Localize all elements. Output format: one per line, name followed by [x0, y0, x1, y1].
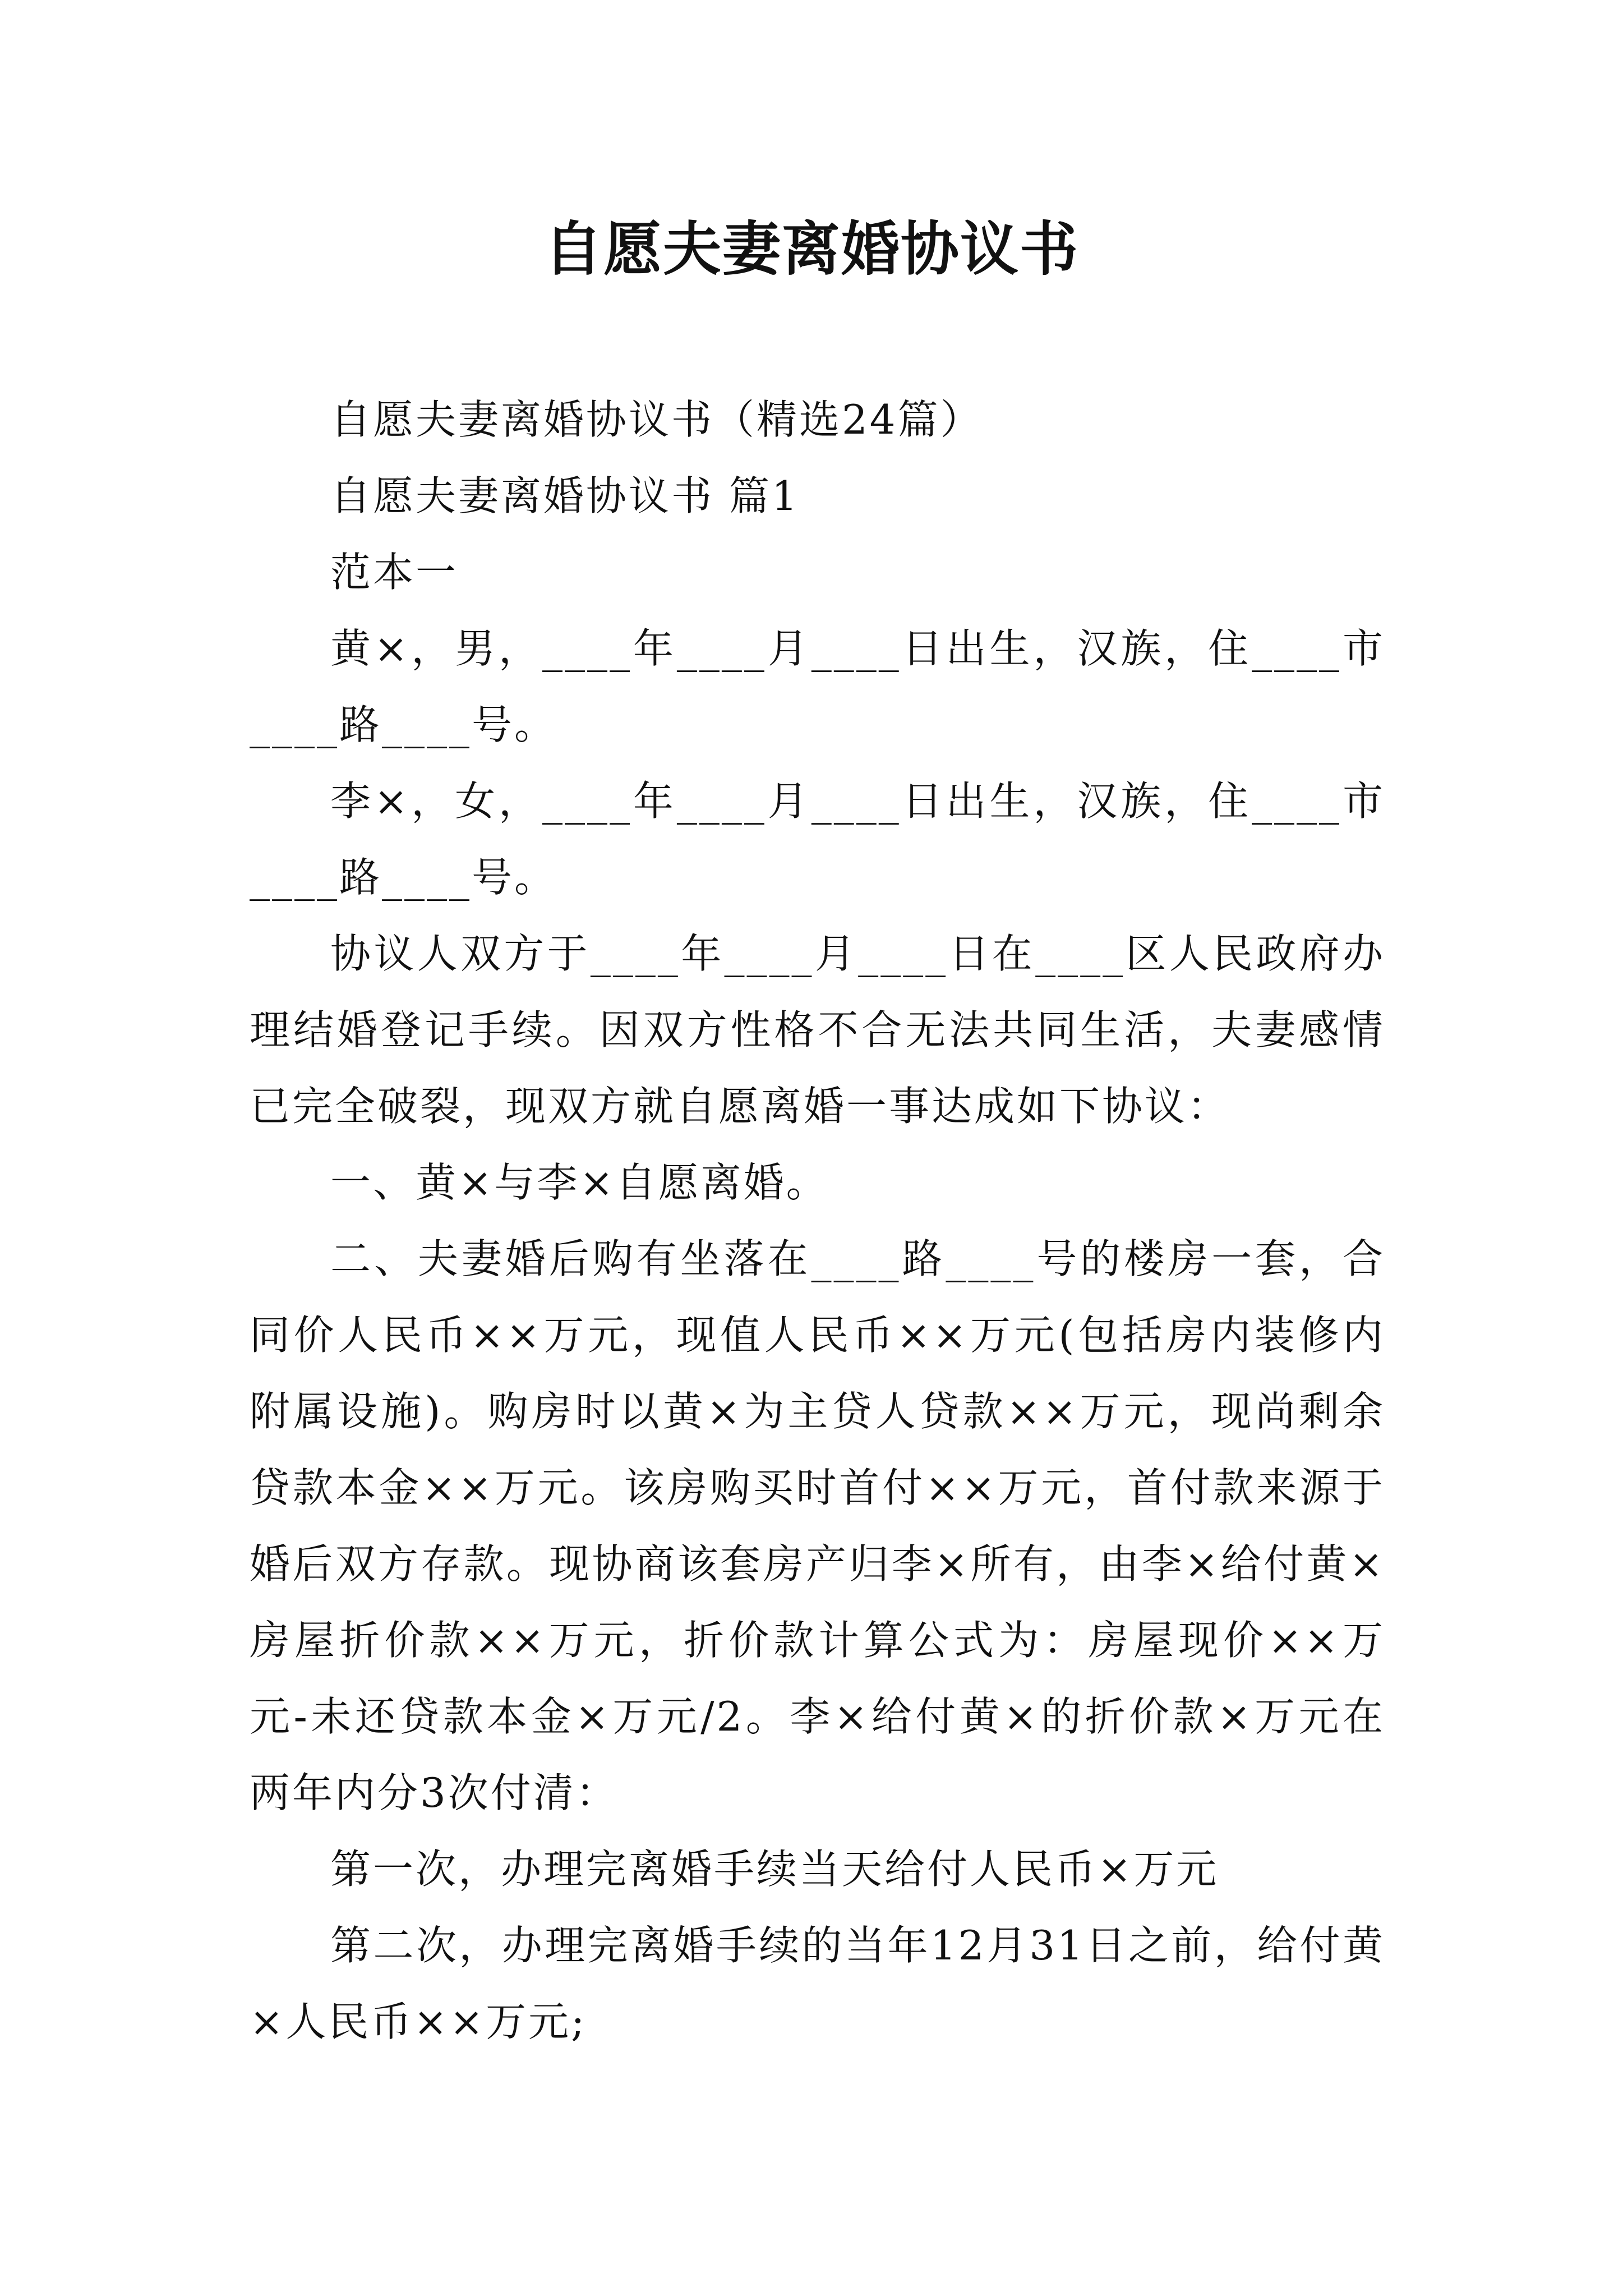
- paragraph-section-heading: 自愿夫妻离婚协议书 篇1: [330, 472, 800, 519]
- document-body: [250, 381, 1385, 2060]
- paragraph-clause-2: 二、夫妻婚后购有坐落在____路____号的楼房一套，合同价人民币××万元，现值人民币××万元(包括房内装修内附属设施)。购房时以黄×为主贷人贷款××万元，现尚剩余贷款本金××万元。该房购买时首付××万元，首付款来源于婚后双方存款。现协商该套房产归李×所有，由李×给付黄×房屋折价款××万元，折价款计算公式为：房屋现价××万元-未还贷款本金×万元/2。李×给付黄×的折价款×万元在两年内分3次付清：: [250, 1235, 1385, 1816]
- paragraph-party-male: 黄×，男，____年____月____日出生，汉族，住____市____路____号。: [250, 625, 1385, 748]
- document-title: 自愿夫妻离婚协议书: [543, 214, 1079, 283]
- paragraph-payment-1: 第一次，办理完离婚手续当天给付人民币×万元: [330, 1846, 1219, 1893]
- paragraph-payment-2: 第二次，办理完离婚手续的当年12月31日之前，给付黄×人民币××万元;: [250, 1922, 1385, 2045]
- paragraph-subtitle: 自愿夫妻离婚协议书（精选24篇）: [330, 396, 983, 443]
- paragraph-clause-1: 一、黄×与李×自愿离婚。: [330, 1159, 829, 1206]
- paragraph-party-female: 李×，女，____年____月____日出生，汉族，住____市____路____号。: [250, 777, 1385, 901]
- paragraph-preamble: 协议人双方于____年____月____日在____区人民政府办理结婚登记手续。因双方性格不合无法共同生活，夫妻感情已完全破裂，现双方就自愿离婚一事达成如下协议：: [250, 930, 1385, 1130]
- paragraph-sample-label: 范本一: [330, 549, 459, 596]
